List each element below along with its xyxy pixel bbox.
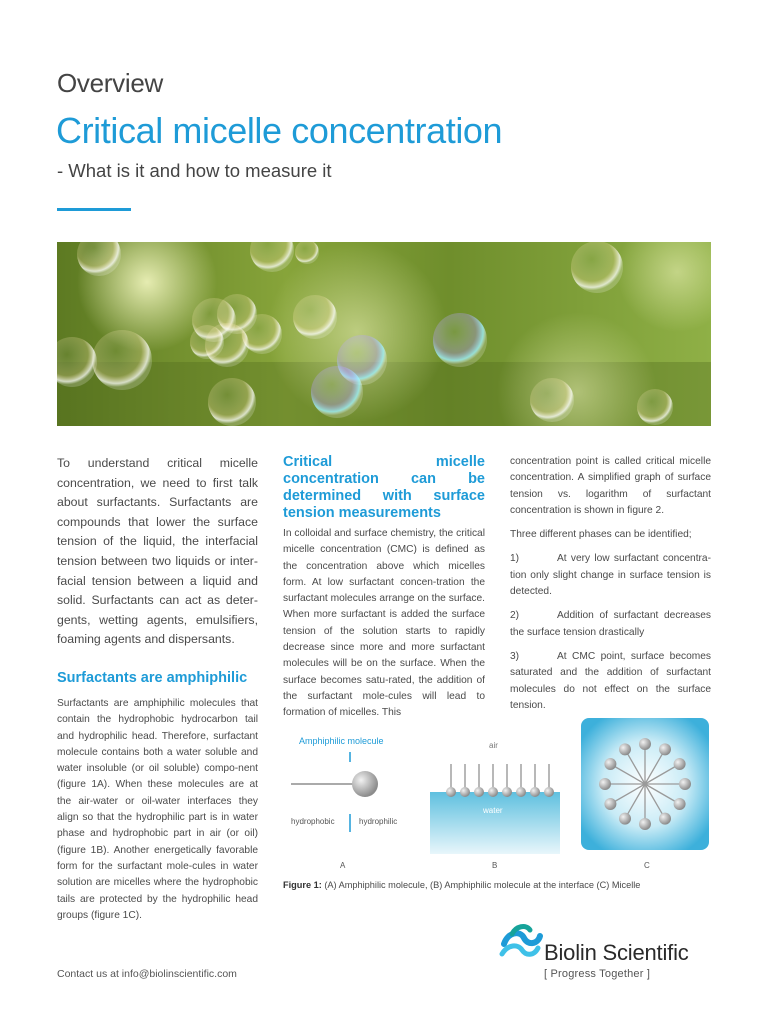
phase-text: Addition of surfactant decreases the surface tension drastically (510, 610, 711, 638)
section-heading-amphiphilic: Surfactants are amphiphilic (57, 669, 248, 686)
panel-b-interface (430, 722, 560, 854)
figure-caption (283, 880, 640, 890)
figure-1 (283, 714, 713, 876)
phase-item (510, 649, 711, 714)
column-right (510, 454, 711, 722)
panel-a-letter: A (340, 861, 346, 870)
air-label: air (489, 741, 498, 750)
figure-caption-text: (A) Amphiphilic molecule, (B) Amphiphilic molecule at the interface (C) Micelle (321, 880, 641, 890)
brand-tagline: [ Progress Together ] (544, 968, 651, 980)
panel-c-micelle (581, 718, 709, 850)
figure-caption-label: Figure 1: (283, 880, 322, 890)
overview-kicker: Overview (57, 68, 163, 98)
bubbles-hero-image (57, 242, 711, 426)
cmc-continued-paragraph: concentration point is called critical micelle concentration. A simplified graph of surface tension vs. logarithm of surfactant concentration is shown in figure 2. (510, 456, 711, 516)
phase-item (510, 551, 711, 600)
hydrophobic-label: hydrophobic (291, 817, 335, 826)
hydrophilic-label: hydrophilic (359, 817, 398, 826)
column-left (57, 454, 258, 924)
phase-number: 2) (510, 610, 520, 622)
water-label: water (483, 806, 503, 815)
phase-number: 3) (510, 650, 520, 662)
phase-number: 1) (510, 553, 520, 565)
intro-paragraph: To understand critical micelle concentration, we need to first talk about surfactants. Surfactants are compounds that lower the surface tension of the liquid, the interfacial tension between two liquids or inter-facial tension between a liquid and solid. Surfactants can act as deter-gents, wetting agents, emulsifiers, foaming agents and dispersants. (57, 456, 258, 647)
phase-item (510, 608, 711, 641)
column-middle (283, 454, 485, 722)
contact-email[interactable]: Contact us at info@biolinscientific.com (57, 968, 237, 980)
page-title: Critical micelle concentration (56, 110, 503, 151)
panel-a-amphiphilic-molecule (291, 736, 397, 832)
section-heading-cmc: Critical micelle concentration can be determined with surface tension measurements (283, 454, 485, 521)
page-subtitle: - What is it and how to measure it (57, 160, 332, 181)
panel-c-letter: C (644, 861, 650, 870)
biolin-logo-icon (498, 918, 544, 968)
accent-rule (57, 208, 131, 211)
brand-name: Biolin Scientific (544, 940, 689, 965)
cmc-paragraph: In colloidal and surface chemistry, the critical micelle concentration (CMC) is defined as the concentration above which micelles form. At low surfactant concen-tration the surfactant molecules arrange on the surface. When more surfactant is added the surface tension of the solution starts to rapidly decrease since more and more surfactant molecules will be on the surface. When the surface becomes satu-rated, the addition of the surfactant mole-cules will lead to formation of micelles. This (283, 528, 485, 719)
phase-text: At CMC point, surface becomes saturated and the addition of surfactant molecules do not effect on the surface tension. (510, 650, 711, 711)
phases-intro: Three different phases can be identified; (510, 529, 692, 541)
phase-text: At very low surfactant concentra-tion only slight change in surface tension is detected. (510, 553, 711, 598)
amphiphilic-paragraph: Surfactants are amphiphilic molecules that contain the hydrophobic hydrocarbon tail and hydrophilic head. Therefore, surfactant molecule contains both a water soluble and water insoluble (or oil soluble) compo-nent (figure 1A). When these molecules are at the air-water or oil-water interfaces they align so that the hydrophilic part is in water phase and hydrophobic part in air (or oil) (figure 1B). Another energetically favorable form for the surfactant mole-cules in water solution are micelles where the hydrophobic tails are protected by the hydrophilic head groups (figure 1C). (57, 697, 258, 921)
panel-b-letter: B (492, 861, 498, 870)
panel-a-title: Amphiphilic molecule (299, 736, 384, 746)
